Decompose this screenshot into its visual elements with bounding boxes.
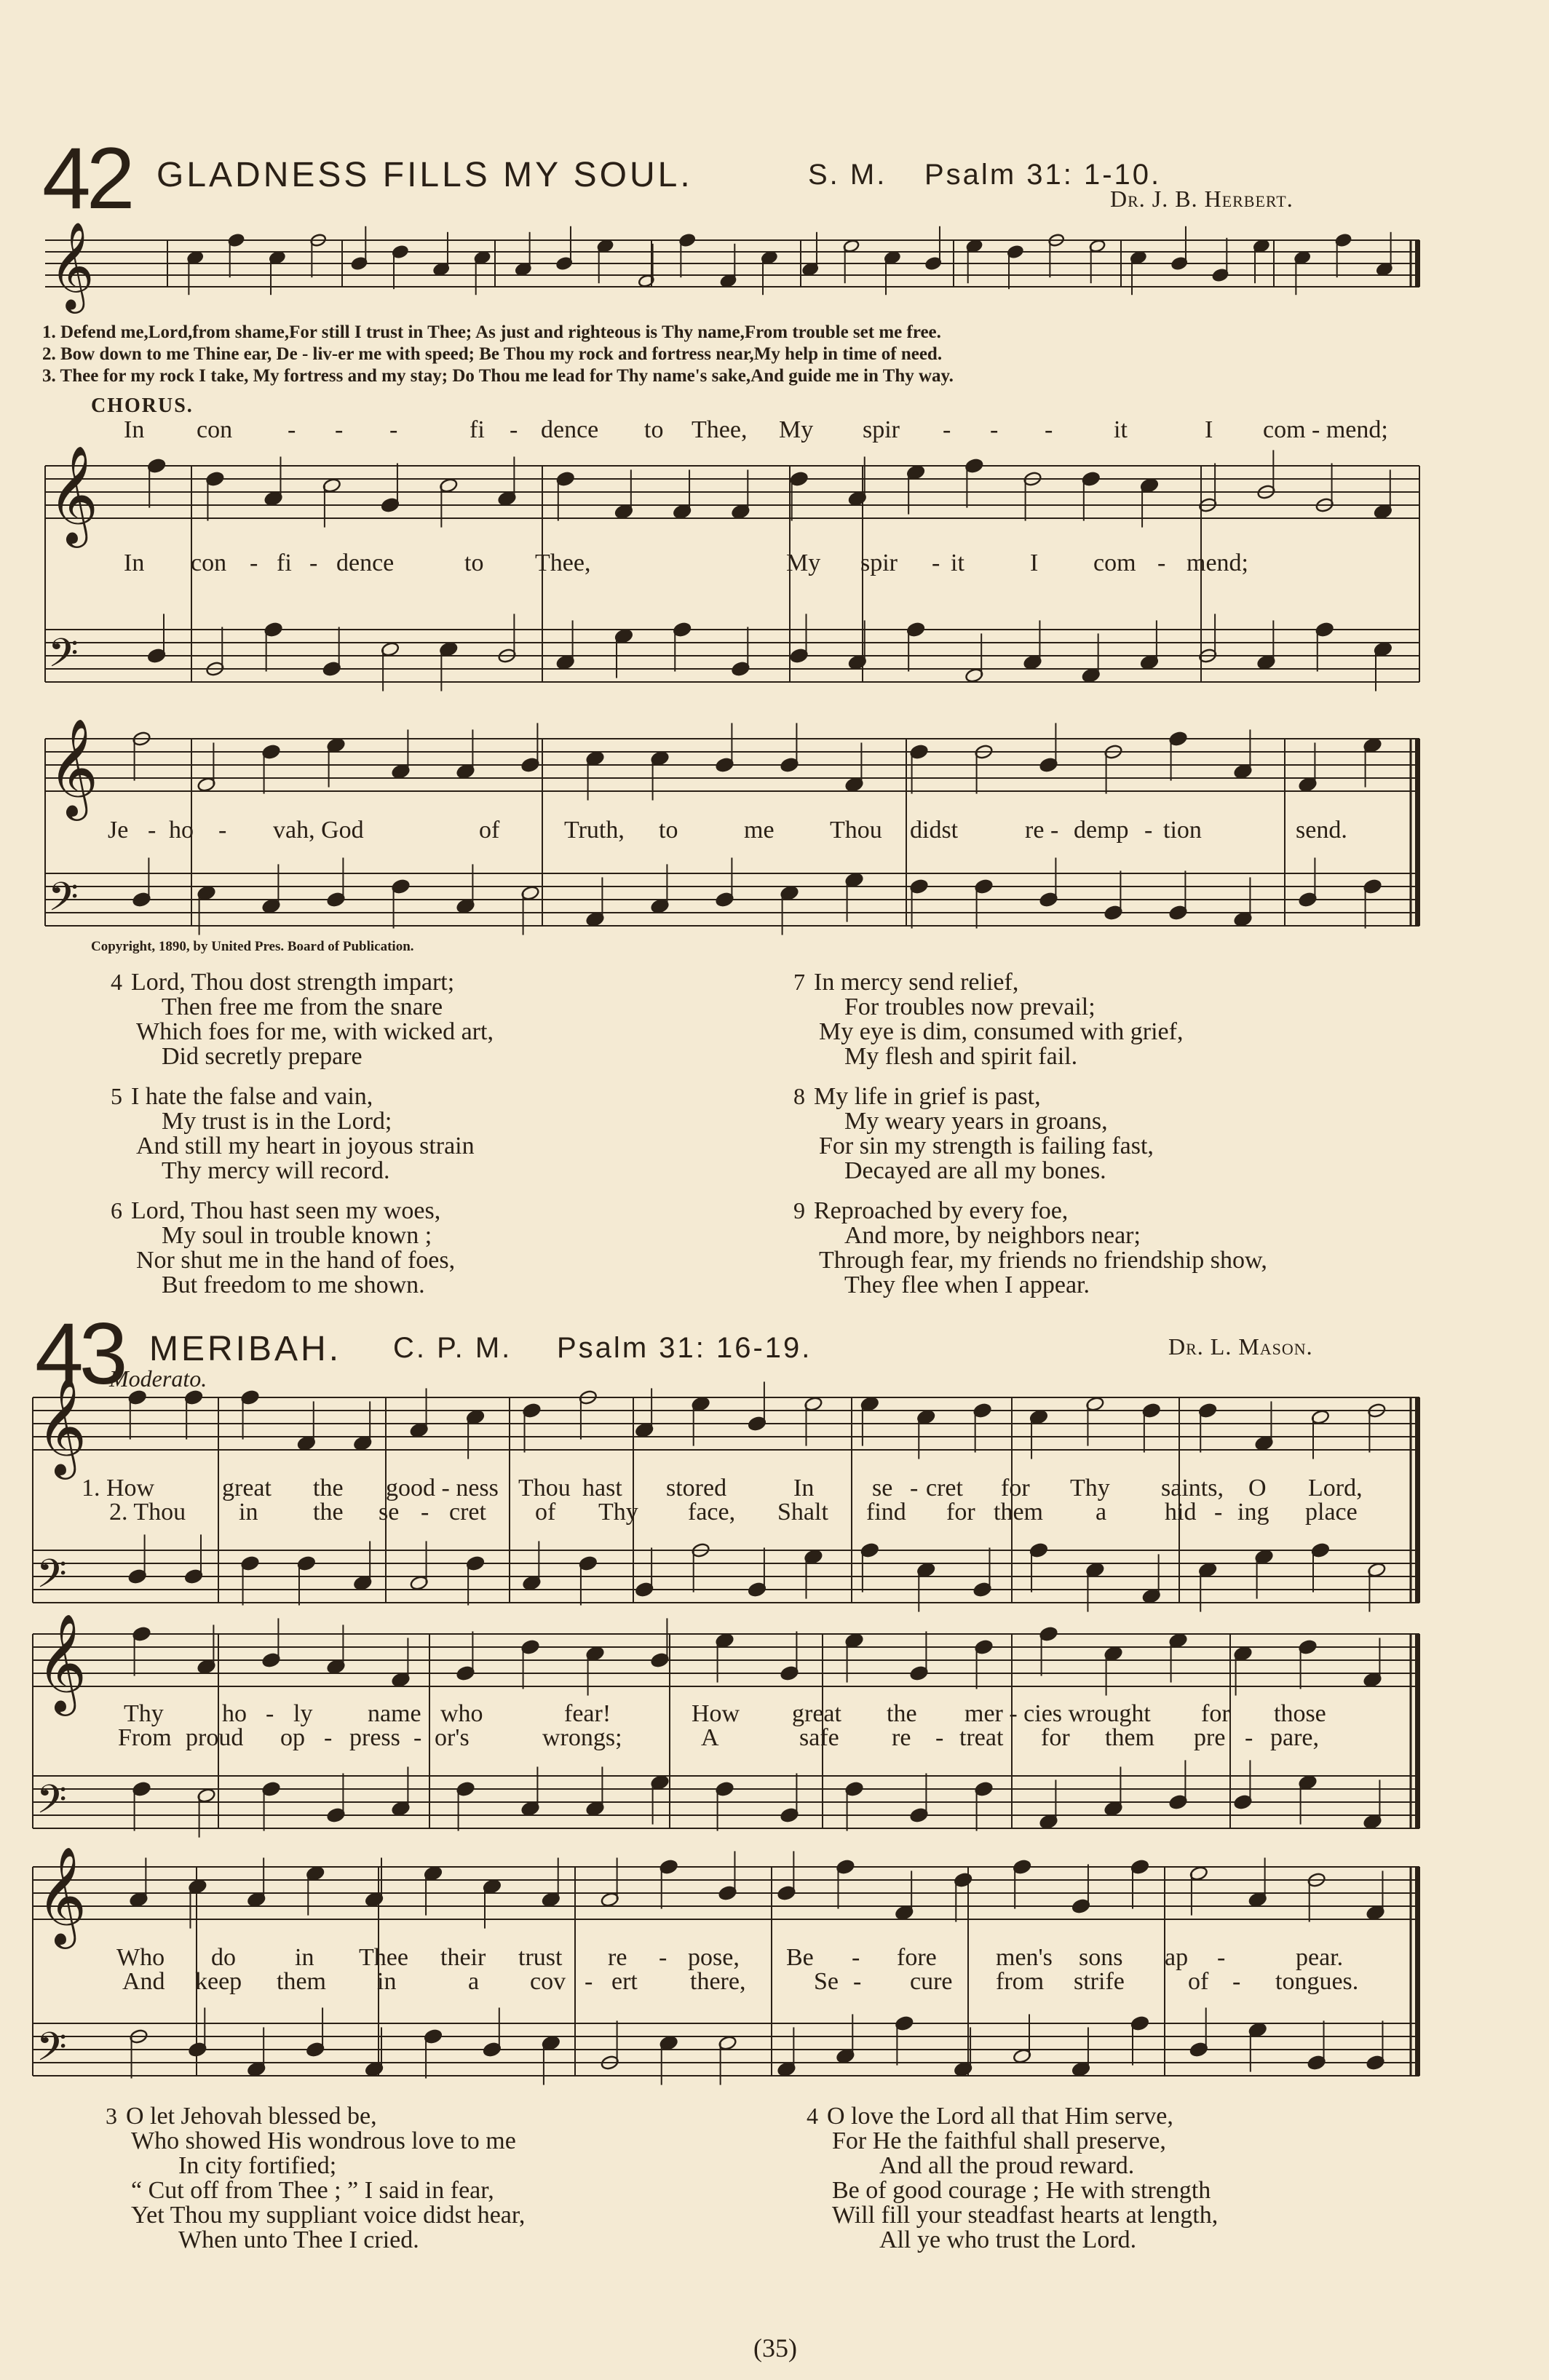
lyric-syllable: a [1096,1499,1107,1526]
lyric-syllable: - [1217,1944,1226,1971]
lyric-syllable: fear! [564,1700,611,1727]
lyric-syllable: mend; [1186,550,1248,576]
bass-clef: 𝄢 [36,2025,67,2080]
lyric-syllable: ap [1165,1944,1189,1971]
lyric-syllable: them [277,1968,326,1995]
lyric-syllable: vah, God [273,817,364,844]
lyric-syllable: My [786,550,821,576]
lyric-syllable: mer - cies wrought [964,1700,1151,1727]
lyric-syllable: My [779,416,814,443]
lyric-syllable: - [853,1968,862,1995]
lyric-syllable: to [464,550,484,576]
lyric-syllable: name [368,1700,421,1727]
copyright-notice: Copyright, 1890, by United Pres. Board of Publication. [91,939,414,954]
lyric-syllable: Who [116,1944,165,1971]
lyric-syllable: op [280,1724,305,1751]
lyric-syllable: from [996,1968,1045,1995]
lyric-syllable: - [932,550,940,576]
lyric-syllable: O [1248,1475,1267,1502]
lyric-syllable: me [744,817,774,844]
lyric-syllable: fore [897,1944,937,1971]
lyric-syllable: - [852,1944,860,1971]
treble-clef: 𝄞 [36,1376,87,1476]
lyric-syllable: - [510,416,518,443]
lyric-syllable: for [1201,1700,1230,1727]
lyric-syllable: wrongs; [542,1724,622,1751]
lyric-syllable: - [1045,416,1053,443]
lyric-syllable: re [608,1944,627,1971]
lyric-syllable: con [191,550,227,576]
lyric-syllable: Thee, [535,550,591,576]
lyric-syllable: - [148,817,157,844]
lyric-syllable: And [122,1968,165,1995]
hymn-43-composer: Dr. L. Mason. [1168,1333,1313,1360]
lyric-syllable: stored [666,1475,727,1502]
lyric-syllable: - [266,1700,274,1727]
lyric-syllable: for [1001,1475,1030,1502]
lyric-syllable: it [1114,416,1128,443]
lyric-syllable: Thee, [692,416,748,443]
lyric-syllable: com [1093,550,1136,576]
hymn-42-title: GLADNESS FILLS MY SOUL. [157,156,693,194]
lyric-syllable: there, [690,1968,746,1995]
lyric-syllable: I [1030,550,1039,576]
lyric-syllable: - [1144,817,1153,844]
lyric-syllable: - [324,1724,333,1751]
treble-clef: 𝄞 [36,1845,87,1945]
lyric-syllable: the [313,1475,344,1502]
bass-clef: 𝄢 [36,1777,67,1833]
lyric-syllable: - [288,416,296,443]
lyric-syllable: I [1205,416,1213,443]
lyric-syllable: tongues. [1275,1968,1359,1995]
lyric-syllable: find [866,1499,906,1526]
lyric-syllable: send. [1296,817,1347,844]
lyric-syllable: Thee [359,1944,408,1971]
lyric-syllable: com - mend; [1263,416,1388,443]
lyric-syllable: cret [449,1499,486,1526]
hymn-42-verse-1: 1. Defend me,Lord,from shame,For still I trust in Thee; As just and righteous is Thy name,From trouble set me free. [42,322,941,342]
stanza-9: 9 Reproached by every foe, And more, by neighbors near; Through fear, my friends no friendship show, They flee when I appear. [793,1197,1267,1298]
lyric-syllable: - [309,550,318,576]
lyric-syllable: place [1305,1499,1358,1526]
lyric-syllable: hast [582,1475,622,1502]
lyric-syllable: re [1025,817,1045,844]
lyric-syllable: 2. Thou [109,1499,186,1526]
lyric-syllable: pare, [1270,1724,1320,1751]
lyric-syllable: - [250,550,258,576]
lyric-syllable: didst [910,817,959,844]
lyric-syllable: In [124,550,145,576]
final-bar-line [1415,240,1420,287]
lyric-syllable: - [1214,1499,1223,1526]
lyric-syllable: in [377,1968,397,1995]
lyric-syllable: Shalt [777,1499,828,1526]
lyric-syllable: demp [1074,817,1129,844]
lyric-syllable: - [413,1724,422,1751]
lyric-syllable: - [990,416,999,443]
lyric-syllable: A [701,1724,719,1751]
lyric-syllable: of [479,817,500,844]
lyric-syllable: them [1105,1724,1154,1751]
lyric-syllable: Be [786,1944,814,1971]
lyric-syllable: - [1157,550,1166,576]
lyric-syllable: Je [108,817,129,844]
lyric-syllable: those [1274,1700,1326,1727]
lyric-syllable: their [440,1944,486,1971]
lyric-syllable: in [295,1944,314,1971]
lyric-syllable: How [692,1700,740,1727]
lyric-syllable: great [222,1475,272,1502]
lyric-syllable: pose, [688,1944,740,1971]
lyric-syllable: great [792,1700,841,1727]
lyric-syllable: strife [1074,1968,1125,1995]
stanza-43-3: 3 O let Jehovah blessed be, Who showed His wondrous love to me In city fortified; “ Cut off from Thee ; ” I said in fear, Yet Thou my suppliant voice didst hear, When unto Thee I cried. [106,2103,526,2253]
lyric-syllable: ing [1237,1499,1269,1526]
lyric-syllable: treat [959,1724,1004,1751]
lyric-syllable: safe [799,1724,839,1751]
page-number: (35) [753,2333,797,2363]
lyric-syllable: - [910,1475,919,1502]
hymn-42-verse-3: 3. Thee for my rock I take, My fortress and my stay; Do Thou me lead for Thy name's sake,And guide me in Thy way. [42,366,954,386]
lyric-syllable: to [659,817,678,844]
lyric-syllable: pear. [1296,1944,1344,1971]
lyric-syllable: In [124,416,145,443]
lyric-syllable: for [946,1499,975,1526]
final-bar-line [1415,739,1420,926]
lyric-syllable: ly [293,1700,313,1727]
bass-clef: 𝄢 [48,875,79,930]
lyric-syllable: it [951,550,964,576]
hymn-42-meter: S. M. [808,159,887,191]
lyric-syllable: con [197,416,233,443]
treble-clef: 𝄞 [36,1612,87,1713]
hymn-43-psalm: Psalm 31: 16-19. [557,1332,812,1364]
lyric-syllable: tion [1163,817,1202,844]
lyric-syllable: spir [863,416,900,443]
stanza-4: 4 Lord, Thou dost strength impart; Then free me from the snare Which foes for me, with wicked art, Did secretly prepare [111,969,494,1070]
lyric-syllable: ho [222,1700,247,1727]
lyric-syllable: ho [169,817,194,844]
lyric-syllable: Thou [830,817,882,844]
lyric-syllable: Truth, [564,817,625,844]
final-bar-line [1415,1397,1420,1603]
lyric-syllable: or's [435,1724,470,1751]
hymn-42-number: 42 [42,130,131,227]
lyric-syllable: cov [530,1968,566,1995]
lyric-syllable: fi [277,550,292,576]
lyric-syllable: men's [996,1944,1053,1971]
lyric-syllable: a [468,1968,480,1995]
stanza-43-4: 4 O love the Lord all that Him serve, For He the faithful shall preserve, And all the proud reward. Be of good courage ; He with strength Will fill your steadfast hearts at length, All ye who trust the Lord. [807,2103,1219,2253]
lyric-syllable: pre [1194,1724,1226,1751]
lyric-syllable: Thy [124,1700,164,1727]
hymn-42-composer: Dr. J. B. Herbert. [1110,186,1294,212]
bass-clef: 𝄢 [36,1552,67,1607]
final-bar-line [1415,1634,1420,1828]
lyric-syllable: - [1245,1724,1253,1751]
lyric-syllable: ert [611,1968,638,1995]
lyric-syllable: hid [1165,1499,1197,1526]
lyric-syllable: spir [860,550,898,576]
lyric-syllable: good - ness [386,1475,499,1502]
lyric-syllable: dence [541,416,599,443]
lyric-syllable: fi [470,416,485,443]
lyric-syllable: - [585,1968,593,1995]
lyric-syllable: Thy [1070,1475,1110,1502]
lyric-syllable: - [943,416,951,443]
stanza-7: 7 In mercy send relief, For troubles now prevail; My eye is dim, consumed with grief, My flesh and spirit fail. [793,969,1184,1070]
lyric-syllable: of [1188,1968,1209,1995]
lyric-syllable: cret [926,1475,963,1502]
lyric-syllable: se [872,1475,893,1502]
stanza-6: 6 Lord, Thou hast seen my woes, My soul in trouble known ; Nor shut me in the hand of foes, But freedom to me shown. [111,1197,456,1298]
treble-clef: 𝄞 [48,444,99,544]
hymn-42-psalm: Psalm 31: 1-10. [924,159,1162,191]
lyric-syllable: - [389,416,398,443]
final-bar-line [1415,1867,1420,2076]
lyric-syllable: to [644,416,664,443]
stanzas-left-42 [111,969,494,1298]
lyric-syllable: re [892,1724,911,1751]
lyric-syllable: them [994,1499,1043,1526]
lyric-syllable: of [535,1499,556,1526]
lyric-syllable: who [440,1700,483,1727]
chorus-label: CHORUS. [91,394,194,417]
lyric-syllable: - [218,817,227,844]
hymn-42-verse-2: 2. Bow down to me Thine ear, De - liv-er me with speed; Be Thou my rock and fortress near,My help in time of need. [42,344,943,364]
hymn-43-number: 43 [35,1305,124,1403]
lyric-syllable: - [659,1944,667,1971]
bass-clef: 𝄢 [48,631,79,686]
hymn-43-title: MERIBAH. [149,1330,342,1368]
lyric-syllable: - [421,1499,429,1526]
treble-clef: 𝄞 [49,221,95,310]
lyric-syllable: for [1041,1724,1070,1751]
lyric-syllable: do [211,1944,236,1971]
lyric-syllable: From [118,1724,172,1751]
lyric-syllable: trust [518,1944,563,1971]
stanzas-right-42 [793,969,1267,1298]
stanza-5: 5 I hate the false and vain, My trust is in the Lord; And still my heart in joyous strain Thy mercy will record. [111,1083,475,1184]
lyric-syllable: cure [910,1968,953,1995]
lyric-syllable: In [793,1475,815,1502]
tempo-marking: Moderato. [109,1365,207,1392]
lyric-syllable: se [379,1499,400,1526]
lyric-syllable: the [313,1499,344,1526]
lyric-syllable: face, [688,1499,736,1526]
treble-clef: 𝄞 [48,717,99,817]
lyric-syllable: proud [186,1724,244,1751]
lyric-syllable: keep [195,1968,242,1995]
lyric-syllable: the [887,1700,917,1727]
lyric-syllable: Thy [598,1499,638,1526]
lyric-syllable: sons [1079,1944,1123,1971]
lyric-syllable: Lord, [1308,1475,1363,1502]
lyric-syllable: 1. How [82,1475,155,1502]
hymn-43-meter: C. P. M. [393,1332,512,1364]
lyric-syllable: - [935,1724,944,1751]
lyric-syllable: dence [336,550,395,576]
lyric-syllable: - [1232,1968,1241,1995]
lyric-syllable: - [1050,817,1059,844]
lyric-syllable: in [239,1499,258,1526]
lyric-syllable: - [335,416,344,443]
lyric-syllable: press [349,1724,400,1751]
lyric-syllable: Se [814,1968,839,1995]
lyric-syllable: saints, [1161,1475,1224,1502]
stanza-8: 8 My life in grief is past, My weary years in groans, For sin my strength is failing fast, Decayed are all my bones. [793,1083,1154,1184]
lyric-syllable: Thou [518,1475,571,1502]
